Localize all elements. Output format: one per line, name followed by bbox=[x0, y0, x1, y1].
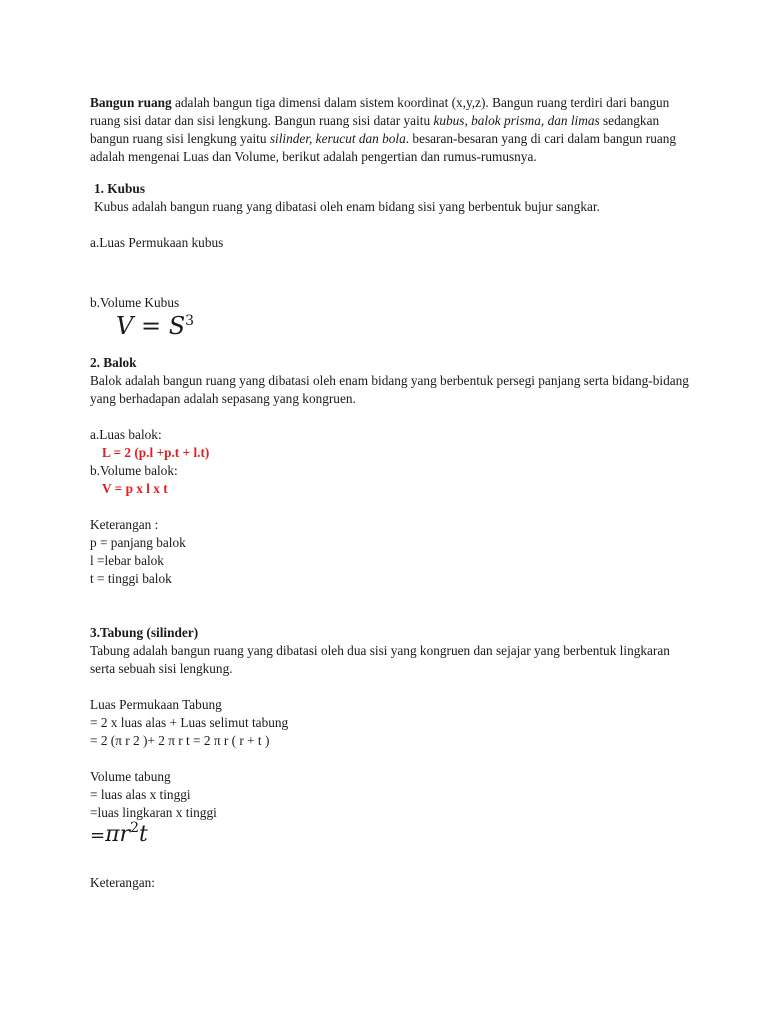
kubus-definition: Kubus adalah bangun ruang yang dibatasi oleh enam bidang sisi yang berbentuk bujur sangkar. bbox=[94, 199, 600, 214]
tabung-heading: 3.Tabung (silinder) bbox=[90, 625, 199, 640]
balok-luas-label: a.Luas balok: bbox=[90, 427, 162, 442]
intro-text-2: sedangkan bangun ruang sisi lengkung yaitu bbox=[90, 113, 660, 146]
tabung-volume-formula-t: t bbox=[139, 822, 148, 847]
intro-italic-2: silinder, kerucut dan bola bbox=[269, 131, 406, 146]
intro-term: Bangun ruang bbox=[90, 95, 172, 110]
document-page bbox=[90, 94, 690, 892]
balok-heading: 2. Balok bbox=[90, 355, 137, 370]
balok-keterangan-label: Keterangan : bbox=[90, 517, 159, 532]
intro-text-3: . besaran-besaran yang di cari dalam bangun ruang adalah mengenai Luas dan Volume, berikut adalah pengertian dan rumus-rumusnya. bbox=[90, 131, 677, 164]
tabung-volume-formula-exponent: 2 bbox=[130, 820, 139, 836]
intro-text-1: adalah bangun tiga dimensi dalam sistem koordinat (x,y,z). Bangun ruang terdiri dari bangun ruang sisi datar dan sisi lengkung. Bangun ruang sisi datar yaitu bbox=[90, 95, 670, 128]
tabung-volume-formula bbox=[90, 822, 690, 850]
kubus-heading: 1. Kubus bbox=[94, 181, 145, 196]
balok-keterangan-item: t = tinggi balok bbox=[90, 571, 172, 586]
tabung-volume-label: Volume tabung bbox=[90, 769, 171, 784]
tabung-keterangan-label: Keterangan: bbox=[90, 875, 155, 890]
kubus-volume-formula-base: V = S bbox=[116, 312, 186, 340]
balok-keterangan-item: p = panjang balok bbox=[90, 535, 186, 550]
kubus-volume-formula bbox=[90, 312, 690, 342]
balok-keterangan-item: l =lebar balok bbox=[90, 553, 164, 568]
tabung-definition: Tabung adalah bangun ruang yang dibatasi oleh dua sisi yang kongruen dan sejajar yang berbentuk lingkaran serta sebuah sisi lengkung. bbox=[90, 643, 670, 676]
tabung-luas-line: = 2 (π r 2 )+ 2 π r t = 2 π r ( r + t ) bbox=[90, 733, 270, 748]
tabung-volume-line: =luas lingkaran x tinggi bbox=[90, 805, 217, 820]
tabung-volume-formula-pi-r: πr bbox=[105, 822, 131, 847]
balok-volume-formula: V = p x l x t bbox=[102, 481, 168, 496]
balok-definition: Balok adalah bangun ruang yang dibatasi oleh enam bidang yang berbentuk persegi panjang serta bidang-bidang yang berhadapan adalah sepasang yang kongruen. bbox=[90, 373, 689, 406]
tabung-volume-formula-eq: = bbox=[90, 825, 106, 846]
intro-paragraph bbox=[90, 94, 690, 166]
balok-luas-formula: L = 2 (p.l +p.t + l.t) bbox=[102, 445, 210, 460]
tabung-volume-line: = luas alas x tinggi bbox=[90, 787, 191, 802]
balok-volume-label: b.Volume balok: bbox=[90, 463, 178, 478]
tabung-luas-label: Luas Permukaan Tabung bbox=[90, 697, 222, 712]
kubus-volume-label: b.Volume Kubus bbox=[90, 295, 180, 310]
intro-italic-1: kubus, balok prisma, dan limas bbox=[433, 113, 600, 128]
kubus-volume-formula-exponent: 3 bbox=[185, 313, 195, 329]
kubus-luas-label: a.Luas Permukaan kubus bbox=[90, 235, 224, 250]
tabung-luas-line: = 2 x luas alas + Luas selimut tabung bbox=[90, 715, 289, 730]
